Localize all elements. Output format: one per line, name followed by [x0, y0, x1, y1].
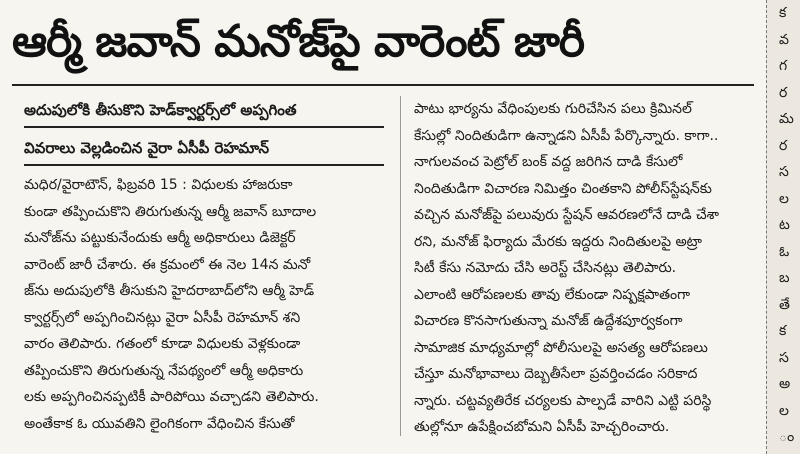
side-line: ర — [779, 84, 788, 101]
side-line: క — [779, 5, 787, 21]
side-line: బ — [779, 270, 790, 286]
body-line: లకు అప్పగించినప్పటికీ పారిపోయి వచ్చాడని తెలిపారు. — [24, 389, 319, 405]
side-line: ర — [779, 137, 788, 154]
body-line: నాగులవంచ పెట్రోల్ బంక్ వద్ద జరిగిన దాడి కేసులో — [414, 154, 683, 170]
column-divider — [400, 96, 401, 436]
side-line: ఓ — [779, 243, 790, 260]
body-line: వారం తెలిపారు. గతంలో కూడా విధులకు వెళ్లకుండా — [24, 336, 301, 352]
body-line: రని, మనోజ్ ఫిర్యాదు మేరకు ఇద్దరు నిందితులపై అట్రా — [414, 233, 702, 250]
body-line: తుల్లోనూ ఉపేక్షించబోమని ఏసీపీ హెచ్చరించారు. — [414, 419, 670, 435]
right-column — [414, 96, 764, 441]
subheads — [24, 98, 384, 174]
side-line: ల — [779, 190, 789, 207]
side-line: క — [779, 323, 787, 339]
side-line: అ — [779, 376, 791, 392]
side-line: వ — [779, 31, 789, 48]
headline: ఆర్మీ జవాన్ మనోజ్‌పై వారెంట్ జారీ — [12, 16, 584, 67]
body-line: కేసుల్లో నిందితుడిగా ఉన్నాడని ఏసీపీ పేర్కొన్నారు. కాగా.. — [414, 127, 719, 144]
side-line: స — [779, 164, 789, 180]
side-line: స — [779, 349, 789, 366]
side-line: ట — [779, 217, 790, 233]
side-line: ల — [779, 402, 789, 419]
body-line: నిందితుడిగా విచారణ నిమిత్తం చింతకాని పోలీస్‌స్టేషన్‌కు — [414, 180, 712, 197]
side-line: మ — [779, 111, 794, 127]
side-line: గ — [779, 58, 788, 74]
headline-rule — [12, 84, 754, 86]
body-line: క్వార్టర్స్‌లో అప్పగించినట్లు వైరా ఏసీపీ రెహమాన్ శని — [24, 309, 301, 326]
body-line: మనోజ్‌ను పట్టుకునేందుకు ఆర్మీ అధికారులు డిజెక్టర్ — [24, 230, 296, 246]
body-line: వచ్చిన మనోజ్‌పై పలువురు స్టేషన్ ఆవరణలోనే దాడి చేశా — [414, 207, 720, 223]
side-line: ం — [779, 429, 795, 445]
subhead-2: వివరాలు వెల్లడించిన వైరా ఏసీపీ రెహమాన్ — [24, 136, 384, 166]
body-line: తప్పించుకొని తిరుగుతున్న నేపథ్యంలో ఆర్మీ అధికారు — [24, 362, 304, 379]
side-line: తే — [779, 296, 790, 313]
left-column — [24, 172, 386, 437]
body-line: మధిర/వైరాటౌన్, ఫిబ్రవరి 15 : విధులకు హాజరుకా — [24, 177, 293, 193]
body-line: చేస్తూ మనోభావాలు దెబ్బతీసేలా ప్రవర్తించడం సరికాద — [414, 366, 698, 382]
body-line: జ్‌ను అదుపులోకి తీసుకుని హైదరాబాద్‌లోని ఆర్మీ హెడ్ — [24, 283, 315, 299]
body-line: సిటీ కేసు నమోదు చేసి అరెస్ట్ చేసినట్లు తెలిపారు. — [414, 260, 677, 276]
body-line: విచారణ కొనసాగుతున్నా మనోజ్ ఉద్దేశపూర్వకంగా — [414, 313, 683, 329]
body-line: సామాజిక మాధ్యమాల్లో పోలీసులపై అసత్య ఆరోపణలు — [414, 339, 708, 356]
body-line: పాటు భార్యను వేధింపులకు గురిచేసిన పలు క్రిమినల్ — [414, 101, 692, 117]
body-line: న్నారు. చట్టవ్యతిరేక చర్యలకు పాల్పడే వారిని ఎట్టి పరిస్థి — [414, 392, 712, 409]
body-line: వారెంట్ జారీ చేశారు. ఈ క్రమంలో ఈ నెల 14న మనో — [24, 256, 311, 273]
body-line: అంతేకాక ఓ యువతిని లైంగికంగా వేధించిన కేసుతో — [24, 415, 295, 432]
body-line: కుండా తప్పించుకొని తిరుగుతున్న ఆర్మీ జవాన్ బూదాల — [24, 203, 317, 220]
body-line: ఎలాంటి ఆరోపణలకు తావు లేకుండా నిష్పక్షపాతంగా — [414, 286, 690, 303]
adjacent-article-strip — [766, 0, 800, 454]
subhead-1: అదుపులోకి తీసుకొని హెడ్‌క్వార్టర్స్‌లో అప్పగింత — [24, 98, 384, 128]
